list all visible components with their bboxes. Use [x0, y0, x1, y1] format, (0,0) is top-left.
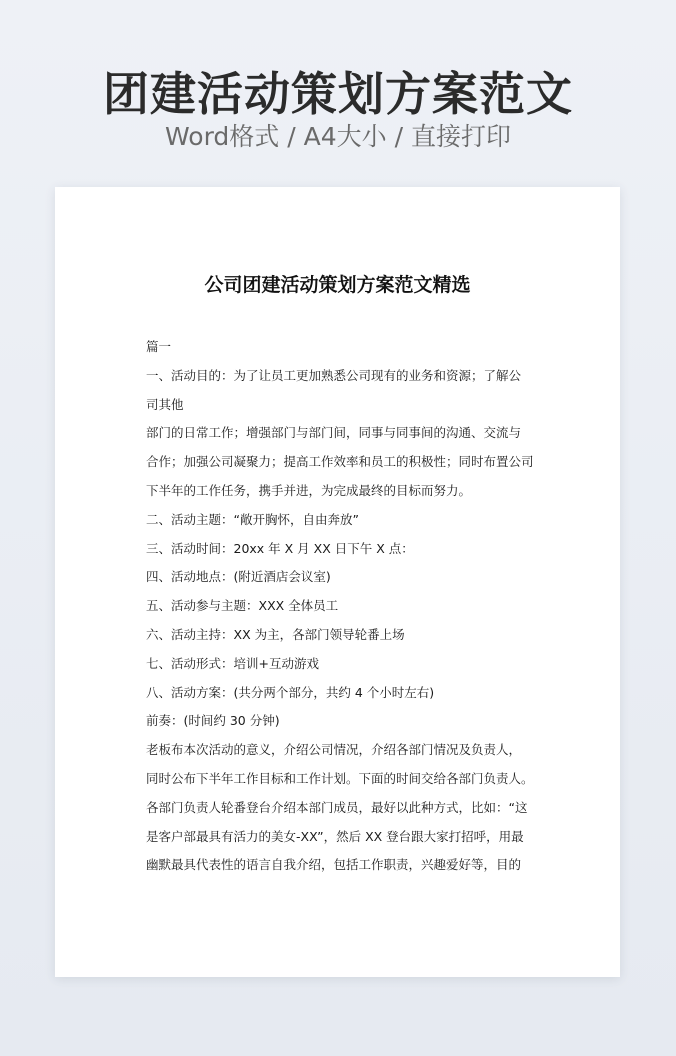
document-line: 八、活动方案：(共分两个部分，共约 4 个小时左右) [146, 684, 435, 700]
document-line: 二、活动主题：“敞开胸怀，自由奔放” [146, 511, 359, 527]
document-page [55, 187, 620, 977]
document-line: 合作；加强公司凝聚力；提高工作效率和员工的积极性；同时布置公司 [146, 454, 534, 470]
document-line: 六、活动主持：XX 为主，各部门领导轮番上场 [146, 626, 405, 642]
document-line: 部门的日常工作；增强部门与部门间，同事与同事间的沟通、交流与 [146, 425, 522, 441]
document-line: 老板布本次活动的意义，介绍公司情况，介绍各部门情况及负责人， [146, 742, 522, 758]
banner-subtitle: Word格式 / A4大小 / 直接打印 [165, 122, 511, 151]
document-title: 公司团建活动策划方案范文精选 [204, 274, 471, 296]
document-body [146, 333, 541, 880]
document-line: 三、活动时间：20xx 年 X 月 XX 日下午 X 点： [146, 540, 414, 556]
document-line: 各部门负责人轮番登台介绍本部门成员，最好以此种方式，比如：“这 [146, 799, 528, 815]
document-line: 四、活动地点：(附近酒店会议室) [146, 569, 331, 585]
document-line: 五、活动参与主题：XXX 全体员工 [146, 598, 339, 614]
document-line: 幽默最具代表性的语言自我介绍，包括工作职责，兴趣爱好等，目的 [146, 857, 522, 873]
document-line: 前奏：(时间约 30 分钟) [146, 713, 280, 729]
document-line: 司其他 [146, 396, 184, 412]
document-line: 同时公布下半年工作目标和工作计划。下面的时间交给各部门负责人。 [146, 770, 534, 786]
document-line: 是客户部最具有活力的美女-XX”，然后 XX 登台跟大家打招呼，用最 [146, 828, 524, 844]
document-line: 一、活动目的：为了让员工更加熟悉公司现有的业务和资源；了解公 [146, 367, 522, 383]
document-line: 七、活动形式：培训+互动游戏 [146, 655, 319, 671]
document-line: 下半年的工作任务，携手并进，为完成最终的目标而努力。 [146, 482, 472, 498]
banner-title: 团建活动策划方案范文 [103, 67, 573, 121]
document-line: 篇一 [146, 339, 172, 354]
